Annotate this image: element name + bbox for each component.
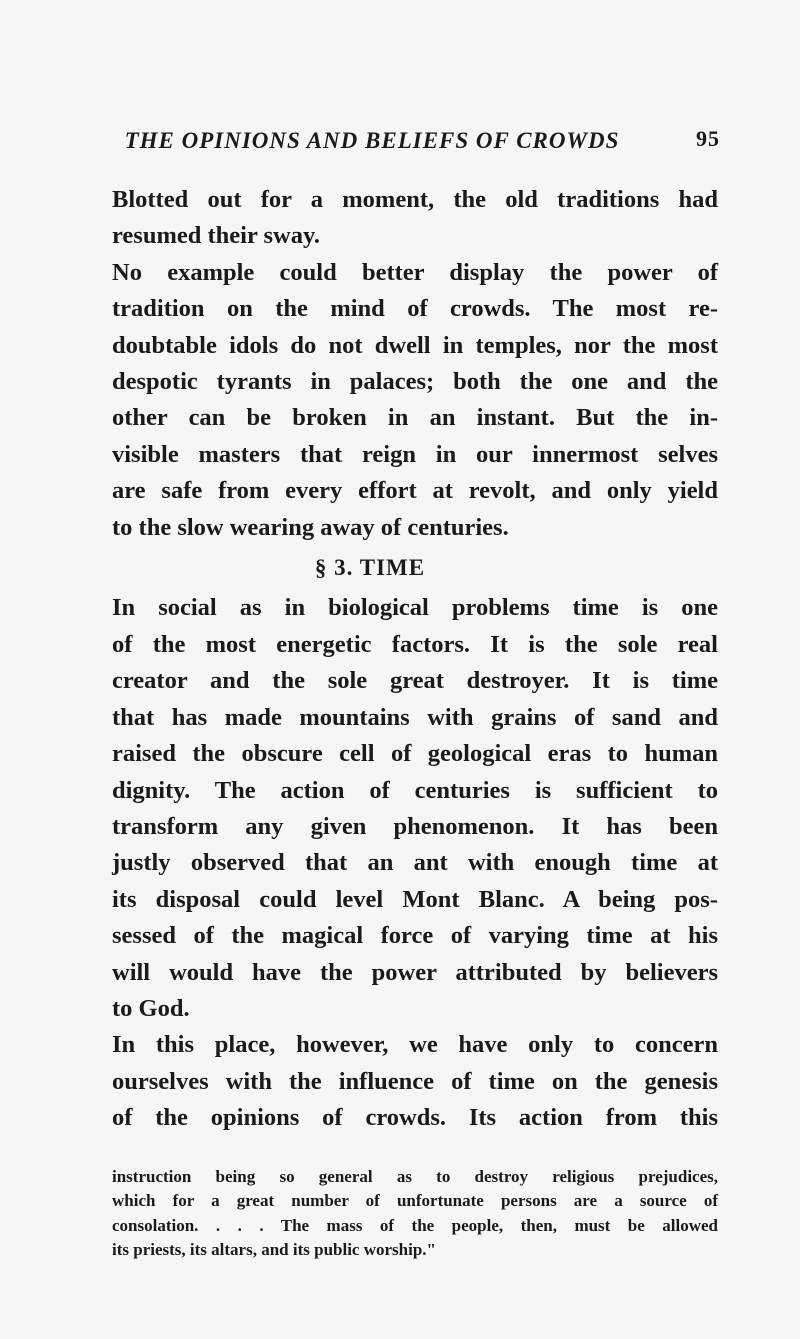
text-line: tradition on the mind of crowds. The most re-	[112, 295, 718, 323]
book-page	[112, 120, 718, 1263]
text-line: will would have the power attributed by believers	[112, 958, 718, 986]
text-line: justly observed that an ant with enough time at	[112, 849, 718, 877]
text-line: Blotted out for a moment, the old traditions had	[112, 186, 718, 213]
text-line: No example could better display the power of	[112, 258, 718, 286]
text-line: its disposal could level Mont Blanc. A being pos-	[112, 885, 718, 913]
body-text	[112, 182, 718, 1137]
paragraph-2	[112, 255, 718, 546]
text-line: sessed of the magical force of varying time at his	[112, 922, 718, 950]
text-line: that has made mountains with grains of sand and	[112, 703, 718, 731]
text-line: despotic tyrants in palaces; both the one and the	[112, 368, 718, 396]
text-line: resumed their sway.	[112, 222, 321, 250]
text-line: are safe from every effort at revolt, and only yield	[112, 477, 718, 505]
text-line: other can be broken in an instant. But the in-	[112, 404, 718, 432]
footnote-line: its priests, its altars, and its public worship."	[112, 1240, 436, 1260]
running-head-title: THE OPINIONS AND BELIEFS OF CROWDS	[124, 128, 620, 153]
section-heading: § 3. TIME	[314, 555, 426, 581]
text-line: transform any given phenomenon. It has been	[112, 812, 718, 840]
text-line: of the most energetic factors. It is the sole real	[112, 630, 718, 658]
paragraph-4	[112, 1027, 718, 1136]
text-line: to God.	[112, 994, 190, 1022]
text-line: raised the obscure cell of geological eras to human	[112, 740, 718, 768]
paragraph-1	[112, 182, 718, 255]
paragraph-3	[112, 590, 718, 1027]
page-number: 95	[696, 126, 720, 151]
text-line: In this place, however, we have only to concern	[112, 1031, 718, 1059]
footnote	[112, 1165, 718, 1263]
text-line: In social as in biological problems time is one	[112, 594, 718, 622]
text-line: creator and the sole great destroyer. It is time	[112, 667, 718, 695]
text-line: to the slow wearing away of centuries.	[112, 513, 509, 541]
text-line: doubtable idols do not dwell in temples, nor the most	[112, 331, 718, 359]
text-line: ourselves with the influence of time on the genesis	[112, 1067, 718, 1095]
footnote-line: consolation. . . . The mass of the people, then, must be allowed	[112, 1215, 718, 1235]
text-line: of the opinions of crowds. Its action from this	[112, 1104, 718, 1132]
footnote-line: which for a great number of unfortunate persons are a source of	[112, 1191, 718, 1211]
text-line: visible masters that reign in our innermost selves	[112, 440, 718, 468]
footnote-line: instruction being so general as to destroy religious prejudices,	[112, 1166, 718, 1186]
running-head	[112, 120, 718, 160]
text-line: dignity. The action of centuries is sufficient to	[112, 776, 718, 804]
